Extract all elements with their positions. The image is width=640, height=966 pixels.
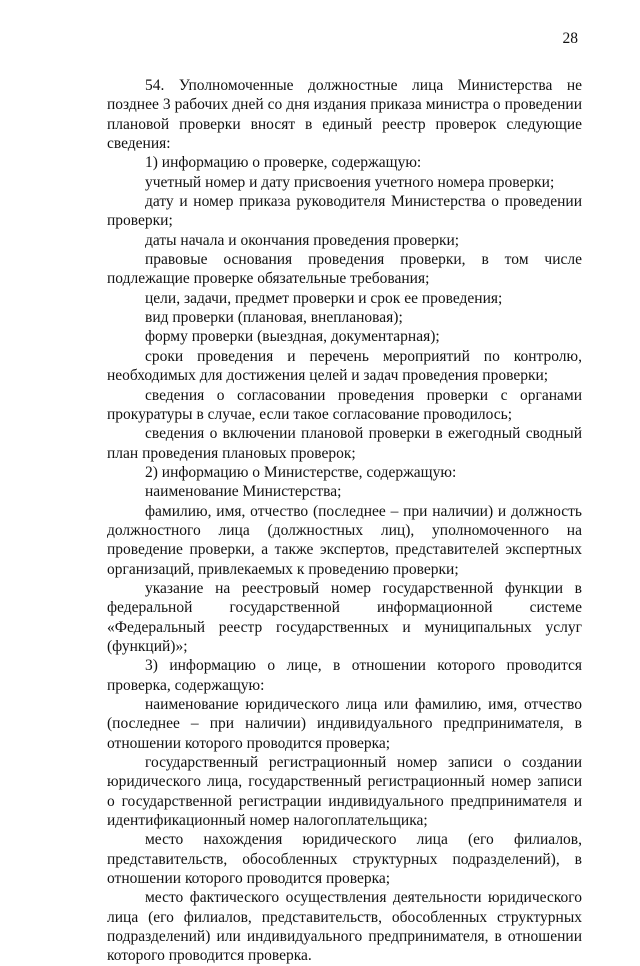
paragraph: форму проверки (выездная, документарная); bbox=[145, 328, 440, 346]
paragraph: место фактического осуществления деятельности юридического лица (его филиалов, представительств, обособленных структурных подразделений) или индивидуального предпринимателя, в отношении которого проводится проверка. bbox=[107, 889, 582, 965]
paragraph: сведения о включении плановой проверки в ежегодный сводный план проведения плановых проверок; bbox=[107, 425, 582, 462]
paragraph: наименование Министерства; bbox=[145, 483, 342, 501]
paragraph: сведения о согласовании проведения проверки с органами прокуратуры в случае, если такое согласование проводилось; bbox=[107, 386, 582, 423]
paragraph: цели, задачи, предмет проверки и срок ее проведения; bbox=[145, 289, 503, 307]
paragraph-54-intro: 54. Уполномоченные должностные лица Министерства не позднее 3 рабочих дней со дня издания приказа министра о проведении плановой проверки вносят в единый реестр проверок следующие сведения: bbox=[107, 77, 582, 153]
paragraph: вид проверки (плановая, внеплановая); bbox=[145, 309, 403, 327]
paragraph-item-2-heading: 2) информацию о Министерстве, содержащую: bbox=[145, 463, 457, 481]
page-number: 28 bbox=[562, 30, 578, 47]
paragraph-item-1-heading: 1) информацию о проверке, содержащую: bbox=[145, 154, 422, 172]
paragraph: фамилию, имя, отчество (последнее – при наличии) и должность должностного лица (должностных лиц), уполномоченного на проведение проверки, а также экспертов, представителей экспертных организаций, привлекаемых к проведению проверки; bbox=[107, 502, 582, 578]
paragraph: правовые основания проведения проверки, в том числе подлежащие проверке обязательные требования; bbox=[107, 251, 582, 288]
paragraph: сроки проведения и перечень мероприятий по контролю, необходимых для достижения целей и задач проведения проверки; bbox=[107, 347, 582, 385]
paragraph: государственный регистрационный номер записи о создании юридического лица, государственный регистрационный номер записи о государственной регистрации индивидуального предпринимателя и идентификационный номер налогоплательщика; bbox=[107, 754, 582, 830]
paragraph: место нахождения юридического лица (его филиалов, представительств, обособленных структурных подразделений), в отношении которого проводится проверка; bbox=[107, 831, 582, 888]
paragraph: наименование юридического лица или фамилию, имя, отчество (последнее – при наличии) индивидуального предпринимателя, в отношении которого проводится проверка; bbox=[107, 696, 582, 752]
paragraph: учетный номер и дату присвоения учетного номера проверки; bbox=[145, 173, 555, 191]
paragraph-item-3-heading: 3) информацию о лице, в отношении которого проводится проверка, содержащую: bbox=[107, 657, 582, 694]
paragraph: дату и номер приказа руководителя Министерства о проведении проверки; bbox=[107, 193, 582, 230]
paragraph: даты начала и окончания проведения проверки; bbox=[145, 231, 460, 249]
document-body bbox=[107, 76, 582, 966]
paragraph: указание на реестровый номер государственной функции в федеральной государственной информационной системе «Федеральный реестр государственных и муниципальных услуг (функций)»; bbox=[107, 579, 582, 655]
